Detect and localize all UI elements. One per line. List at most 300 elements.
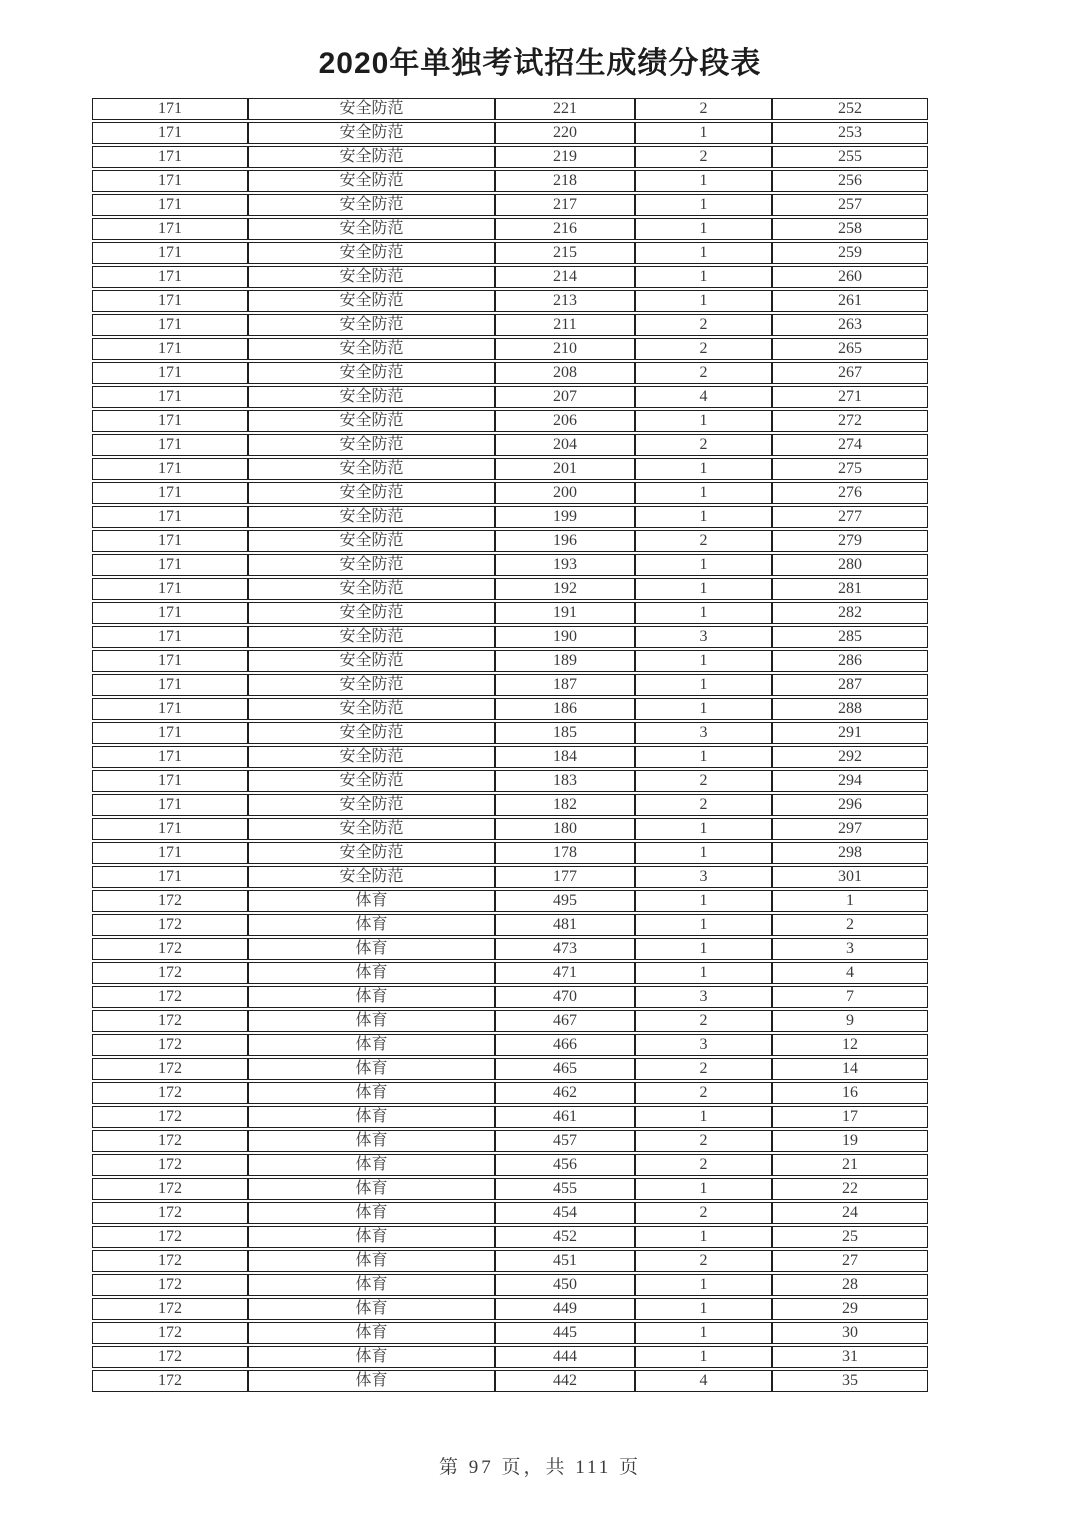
cell-category: 体育 — [248, 986, 495, 1008]
table-row — [92, 626, 928, 648]
cell-cumulative: 253 — [772, 122, 928, 144]
cell-code: 172 — [92, 1034, 248, 1056]
cell-code: 172 — [92, 1130, 248, 1152]
table-row — [92, 1130, 928, 1152]
cell-category: 安全防范 — [248, 818, 495, 840]
cell-code: 171 — [92, 770, 248, 792]
cell-category: 体育 — [248, 1274, 495, 1296]
cell-cumulative: 257 — [772, 194, 928, 216]
table-row — [92, 1178, 928, 1200]
cell-category: 安全防范 — [248, 170, 495, 192]
cell-cumulative: 296 — [772, 794, 928, 816]
cell-category: 安全防范 — [248, 506, 495, 528]
table-row — [92, 986, 928, 1008]
table-row — [92, 170, 928, 192]
cell-count: 2 — [635, 1058, 772, 1080]
cell-cumulative: 256 — [772, 170, 928, 192]
cell-count: 3 — [635, 722, 772, 744]
cell-code: 171 — [92, 314, 248, 336]
cell-code: 171 — [92, 266, 248, 288]
cell-code: 171 — [92, 338, 248, 360]
cell-code: 172 — [92, 1274, 248, 1296]
table-row — [92, 506, 928, 528]
cell-score: 461 — [495, 1106, 635, 1128]
cell-cumulative: 297 — [772, 818, 928, 840]
cell-category: 体育 — [248, 1010, 495, 1032]
cell-cumulative: 267 — [772, 362, 928, 384]
cell-cumulative: 21 — [772, 1154, 928, 1176]
cell-score: 452 — [495, 1226, 635, 1248]
cell-category: 体育 — [248, 890, 495, 912]
table-row — [92, 1274, 928, 1296]
cell-code: 172 — [92, 938, 248, 960]
cell-cumulative: 30 — [772, 1322, 928, 1344]
cell-category: 体育 — [248, 1226, 495, 1248]
cell-code: 172 — [92, 1178, 248, 1200]
cell-count: 1 — [635, 1178, 772, 1200]
cell-count: 2 — [635, 98, 772, 120]
table-row — [92, 410, 928, 432]
cell-count: 1 — [635, 1106, 772, 1128]
cell-count: 1 — [635, 458, 772, 480]
cell-cumulative: 292 — [772, 746, 928, 768]
table-row — [92, 458, 928, 480]
cell-code: 172 — [92, 1370, 248, 1392]
table-row — [92, 338, 928, 360]
cell-count: 1 — [635, 914, 772, 936]
cell-code: 171 — [92, 122, 248, 144]
cell-score: 192 — [495, 578, 635, 600]
table-row — [92, 602, 928, 624]
table-row — [92, 722, 928, 744]
cell-score: 210 — [495, 338, 635, 360]
cell-score: 219 — [495, 146, 635, 168]
cell-code: 172 — [92, 890, 248, 912]
cell-cumulative: 35 — [772, 1370, 928, 1392]
cell-cumulative: 4 — [772, 962, 928, 984]
cell-score: 465 — [495, 1058, 635, 1080]
cell-score: 208 — [495, 362, 635, 384]
cell-count: 1 — [635, 890, 772, 912]
cell-cumulative: 22 — [772, 1178, 928, 1200]
cell-category: 安全防范 — [248, 482, 495, 504]
page-title: 2020年单独考试招生成绩分段表 — [318, 47, 762, 80]
cell-cumulative: 252 — [772, 98, 928, 120]
cell-cumulative: 280 — [772, 554, 928, 576]
cell-cumulative: 276 — [772, 482, 928, 504]
cell-cumulative: 2 — [772, 914, 928, 936]
cell-code: 171 — [92, 194, 248, 216]
cell-score: 215 — [495, 242, 635, 264]
table-row — [92, 674, 928, 696]
cell-score: 214 — [495, 266, 635, 288]
cell-code: 171 — [92, 650, 248, 672]
cell-cumulative: 3 — [772, 938, 928, 960]
table-row — [92, 698, 928, 720]
cell-cumulative: 25 — [772, 1226, 928, 1248]
cell-cumulative: 19 — [772, 1130, 928, 1152]
cell-code: 171 — [92, 290, 248, 312]
cell-count: 4 — [635, 386, 772, 408]
cell-category: 安全防范 — [248, 746, 495, 768]
table-row — [92, 1034, 928, 1056]
cell-cumulative: 17 — [772, 1106, 928, 1128]
cell-score: 451 — [495, 1250, 635, 1272]
cell-category: 安全防范 — [248, 242, 495, 264]
table-row — [92, 554, 928, 576]
cell-count: 1 — [635, 938, 772, 960]
table-row — [92, 938, 928, 960]
cell-count: 2 — [635, 1250, 772, 1272]
cell-score: 196 — [495, 530, 635, 552]
cell-code: 172 — [92, 1250, 248, 1272]
cell-cumulative: 260 — [772, 266, 928, 288]
cell-cumulative: 281 — [772, 578, 928, 600]
cell-category: 安全防范 — [248, 362, 495, 384]
table-row — [92, 242, 928, 264]
cell-score: 466 — [495, 1034, 635, 1056]
cell-category: 安全防范 — [248, 866, 495, 888]
cell-category: 安全防范 — [248, 698, 495, 720]
table-row — [92, 1106, 928, 1128]
cell-code: 171 — [92, 530, 248, 552]
cell-score: 218 — [495, 170, 635, 192]
cell-cumulative: 9 — [772, 1010, 928, 1032]
cell-category: 体育 — [248, 1298, 495, 1320]
cell-count: 1 — [635, 962, 772, 984]
cell-count: 2 — [635, 1154, 772, 1176]
cell-code: 172 — [92, 914, 248, 936]
cell-score: 454 — [495, 1202, 635, 1224]
cell-code: 171 — [92, 866, 248, 888]
cell-score: 182 — [495, 794, 635, 816]
cell-score: 221 — [495, 98, 635, 120]
cell-cumulative: 291 — [772, 722, 928, 744]
cell-code: 171 — [92, 386, 248, 408]
cell-cumulative: 7 — [772, 986, 928, 1008]
cell-category: 安全防范 — [248, 842, 495, 864]
cell-code: 172 — [92, 1154, 248, 1176]
cell-category: 安全防范 — [248, 194, 495, 216]
cell-count: 1 — [635, 194, 772, 216]
cell-count: 2 — [635, 794, 772, 816]
table-row — [92, 434, 928, 456]
cell-cumulative: 274 — [772, 434, 928, 456]
cell-category: 安全防范 — [248, 794, 495, 816]
cell-category: 安全防范 — [248, 146, 495, 168]
cell-score: 190 — [495, 626, 635, 648]
table-row — [92, 290, 928, 312]
cell-code: 171 — [92, 602, 248, 624]
cell-count: 2 — [635, 1010, 772, 1032]
cell-cumulative: 31 — [772, 1346, 928, 1368]
cell-cumulative: 27 — [772, 1250, 928, 1272]
cell-count: 1 — [635, 842, 772, 864]
cell-cumulative: 255 — [772, 146, 928, 168]
cell-count: 1 — [635, 218, 772, 240]
cell-category: 安全防范 — [248, 338, 495, 360]
cell-code: 171 — [92, 722, 248, 744]
cell-count: 1 — [635, 578, 772, 600]
cell-score: 455 — [495, 1178, 635, 1200]
cell-category: 体育 — [248, 1130, 495, 1152]
cell-category: 安全防范 — [248, 98, 495, 120]
table-row — [92, 818, 928, 840]
cell-category: 体育 — [248, 1058, 495, 1080]
table-row — [92, 194, 928, 216]
cell-code: 172 — [92, 1226, 248, 1248]
cell-score: 178 — [495, 842, 635, 864]
cell-score: 187 — [495, 674, 635, 696]
cell-count: 1 — [635, 650, 772, 672]
cell-code: 171 — [92, 698, 248, 720]
table-body — [92, 98, 928, 1392]
cell-cumulative: 265 — [772, 338, 928, 360]
cell-score: 177 — [495, 866, 635, 888]
cell-category: 体育 — [248, 962, 495, 984]
cell-code: 171 — [92, 794, 248, 816]
cell-code: 171 — [92, 410, 248, 432]
cell-category: 安全防范 — [248, 314, 495, 336]
cell-count: 1 — [635, 1226, 772, 1248]
cell-code: 171 — [92, 746, 248, 768]
cell-count: 1 — [635, 170, 772, 192]
cell-category: 体育 — [248, 914, 495, 936]
cell-score: 199 — [495, 506, 635, 528]
cell-cumulative: 298 — [772, 842, 928, 864]
cell-code: 171 — [92, 146, 248, 168]
table-row — [92, 1082, 928, 1104]
cell-category: 体育 — [248, 1250, 495, 1272]
cell-code: 171 — [92, 506, 248, 528]
cell-score: 220 — [495, 122, 635, 144]
cell-count: 2 — [635, 362, 772, 384]
cell-cumulative: 14 — [772, 1058, 928, 1080]
cell-category: 安全防范 — [248, 458, 495, 480]
cell-code: 171 — [92, 578, 248, 600]
cell-category: 安全防范 — [248, 266, 495, 288]
cell-count: 1 — [635, 1274, 772, 1296]
cell-count: 1 — [635, 746, 772, 768]
cell-cumulative: 28 — [772, 1274, 928, 1296]
cell-code: 171 — [92, 170, 248, 192]
cell-count: 1 — [635, 290, 772, 312]
table-row — [92, 1250, 928, 1272]
cell-category: 体育 — [248, 1034, 495, 1056]
cell-category: 安全防范 — [248, 578, 495, 600]
table-row — [92, 266, 928, 288]
table-row — [92, 1226, 928, 1248]
cell-score: 206 — [495, 410, 635, 432]
cell-cumulative: 259 — [772, 242, 928, 264]
cell-code: 171 — [92, 98, 248, 120]
cell-code: 171 — [92, 458, 248, 480]
table-row — [92, 1370, 928, 1392]
table-row — [92, 122, 928, 144]
cell-count: 2 — [635, 1202, 772, 1224]
table-row — [92, 914, 928, 936]
cell-count: 3 — [635, 626, 772, 648]
cell-category: 安全防范 — [248, 674, 495, 696]
cell-category: 体育 — [248, 938, 495, 960]
table-row — [92, 386, 928, 408]
cell-count: 1 — [635, 410, 772, 432]
cell-category: 安全防范 — [248, 410, 495, 432]
cell-code: 172 — [92, 1202, 248, 1224]
cell-category: 体育 — [248, 1106, 495, 1128]
cell-score: 207 — [495, 386, 635, 408]
cell-cumulative: 261 — [772, 290, 928, 312]
cell-count: 2 — [635, 530, 772, 552]
cell-score: 471 — [495, 962, 635, 984]
table-row — [92, 146, 928, 168]
cell-count: 1 — [635, 698, 772, 720]
cell-score: 185 — [495, 722, 635, 744]
cell-code: 171 — [92, 626, 248, 648]
cell-code: 171 — [92, 482, 248, 504]
cell-cumulative: 263 — [772, 314, 928, 336]
cell-code: 172 — [92, 1346, 248, 1368]
cell-category: 安全防范 — [248, 626, 495, 648]
table-row — [92, 1298, 928, 1320]
cell-count: 2 — [635, 434, 772, 456]
cell-cumulative: 272 — [772, 410, 928, 432]
cell-count: 1 — [635, 674, 772, 696]
cell-cumulative: 277 — [772, 506, 928, 528]
cell-count: 1 — [635, 602, 772, 624]
cell-code: 172 — [92, 1010, 248, 1032]
score-table-container — [92, 96, 928, 1394]
cell-cumulative: 287 — [772, 674, 928, 696]
cell-cumulative: 275 — [772, 458, 928, 480]
cell-score: 216 — [495, 218, 635, 240]
cell-score: 211 — [495, 314, 635, 336]
cell-count: 1 — [635, 242, 772, 264]
cell-cumulative: 12 — [772, 1034, 928, 1056]
table-row — [92, 314, 928, 336]
cell-category: 体育 — [248, 1322, 495, 1344]
table-row — [92, 218, 928, 240]
cell-count: 3 — [635, 986, 772, 1008]
cell-cumulative: 1 — [772, 890, 928, 912]
cell-count: 1 — [635, 482, 772, 504]
cell-score: 189 — [495, 650, 635, 672]
table-row — [92, 530, 928, 552]
cell-category: 安全防范 — [248, 722, 495, 744]
cell-score: 470 — [495, 986, 635, 1008]
cell-score: 183 — [495, 770, 635, 792]
cell-score: 495 — [495, 890, 635, 912]
cell-category: 安全防范 — [248, 554, 495, 576]
cell-cumulative: 282 — [772, 602, 928, 624]
cell-category: 安全防范 — [248, 122, 495, 144]
cell-category: 安全防范 — [248, 434, 495, 456]
cell-count: 1 — [635, 506, 772, 528]
cell-score: 442 — [495, 1370, 635, 1392]
table-row — [92, 746, 928, 768]
cell-code: 171 — [92, 434, 248, 456]
page-number-footer: 第 97 页，共 111 页 — [438, 1457, 642, 1478]
cell-category: 安全防范 — [248, 290, 495, 312]
cell-score: 201 — [495, 458, 635, 480]
cell-code: 172 — [92, 1298, 248, 1320]
cell-code: 171 — [92, 818, 248, 840]
cell-count: 1 — [635, 266, 772, 288]
cell-score: 462 — [495, 1082, 635, 1104]
cell-category: 体育 — [248, 1082, 495, 1104]
cell-cumulative: 301 — [772, 866, 928, 888]
cell-category: 体育 — [248, 1178, 495, 1200]
table-row — [92, 770, 928, 792]
cell-score: 186 — [495, 698, 635, 720]
table-row — [92, 650, 928, 672]
cell-score: 450 — [495, 1274, 635, 1296]
cell-code: 172 — [92, 1322, 248, 1344]
cell-category: 体育 — [248, 1154, 495, 1176]
table-row — [92, 1154, 928, 1176]
cell-score: 445 — [495, 1322, 635, 1344]
cell-category: 体育 — [248, 1370, 495, 1392]
table-row — [92, 1202, 928, 1224]
cell-category: 安全防范 — [248, 530, 495, 552]
table-row — [92, 842, 928, 864]
table-row — [92, 362, 928, 384]
cell-cumulative: 29 — [772, 1298, 928, 1320]
table-row — [92, 578, 928, 600]
cell-score: 213 — [495, 290, 635, 312]
cell-cumulative: 258 — [772, 218, 928, 240]
cell-cumulative: 288 — [772, 698, 928, 720]
cell-cumulative: 16 — [772, 1082, 928, 1104]
cell-score: 467 — [495, 1010, 635, 1032]
cell-count: 1 — [635, 818, 772, 840]
cell-count: 2 — [635, 314, 772, 336]
cell-score: 473 — [495, 938, 635, 960]
cell-count: 1 — [635, 1322, 772, 1344]
cell-cumulative: 279 — [772, 530, 928, 552]
table-row — [92, 1322, 928, 1344]
cell-category: 安全防范 — [248, 770, 495, 792]
table-row — [92, 1058, 928, 1080]
cell-score: 456 — [495, 1154, 635, 1176]
cell-count: 2 — [635, 1130, 772, 1152]
cell-category: 安全防范 — [248, 386, 495, 408]
cell-cumulative: 285 — [772, 626, 928, 648]
table-row — [92, 890, 928, 912]
cell-code: 171 — [92, 674, 248, 696]
cell-code: 171 — [92, 842, 248, 864]
cell-category: 安全防范 — [248, 650, 495, 672]
cell-code: 172 — [92, 1106, 248, 1128]
cell-count: 3 — [635, 866, 772, 888]
cell-count: 3 — [635, 1034, 772, 1056]
table-row — [92, 1346, 928, 1368]
cell-score: 180 — [495, 818, 635, 840]
cell-code: 172 — [92, 1058, 248, 1080]
cell-count: 2 — [635, 770, 772, 792]
table-row — [92, 1010, 928, 1032]
cell-count: 1 — [635, 122, 772, 144]
cell-score: 204 — [495, 434, 635, 456]
cell-count: 1 — [635, 554, 772, 576]
cell-score: 457 — [495, 1130, 635, 1152]
table-row — [92, 794, 928, 816]
cell-category: 体育 — [248, 1346, 495, 1368]
cell-count: 2 — [635, 338, 772, 360]
table-row — [92, 482, 928, 504]
cell-code: 172 — [92, 962, 248, 984]
cell-score: 200 — [495, 482, 635, 504]
